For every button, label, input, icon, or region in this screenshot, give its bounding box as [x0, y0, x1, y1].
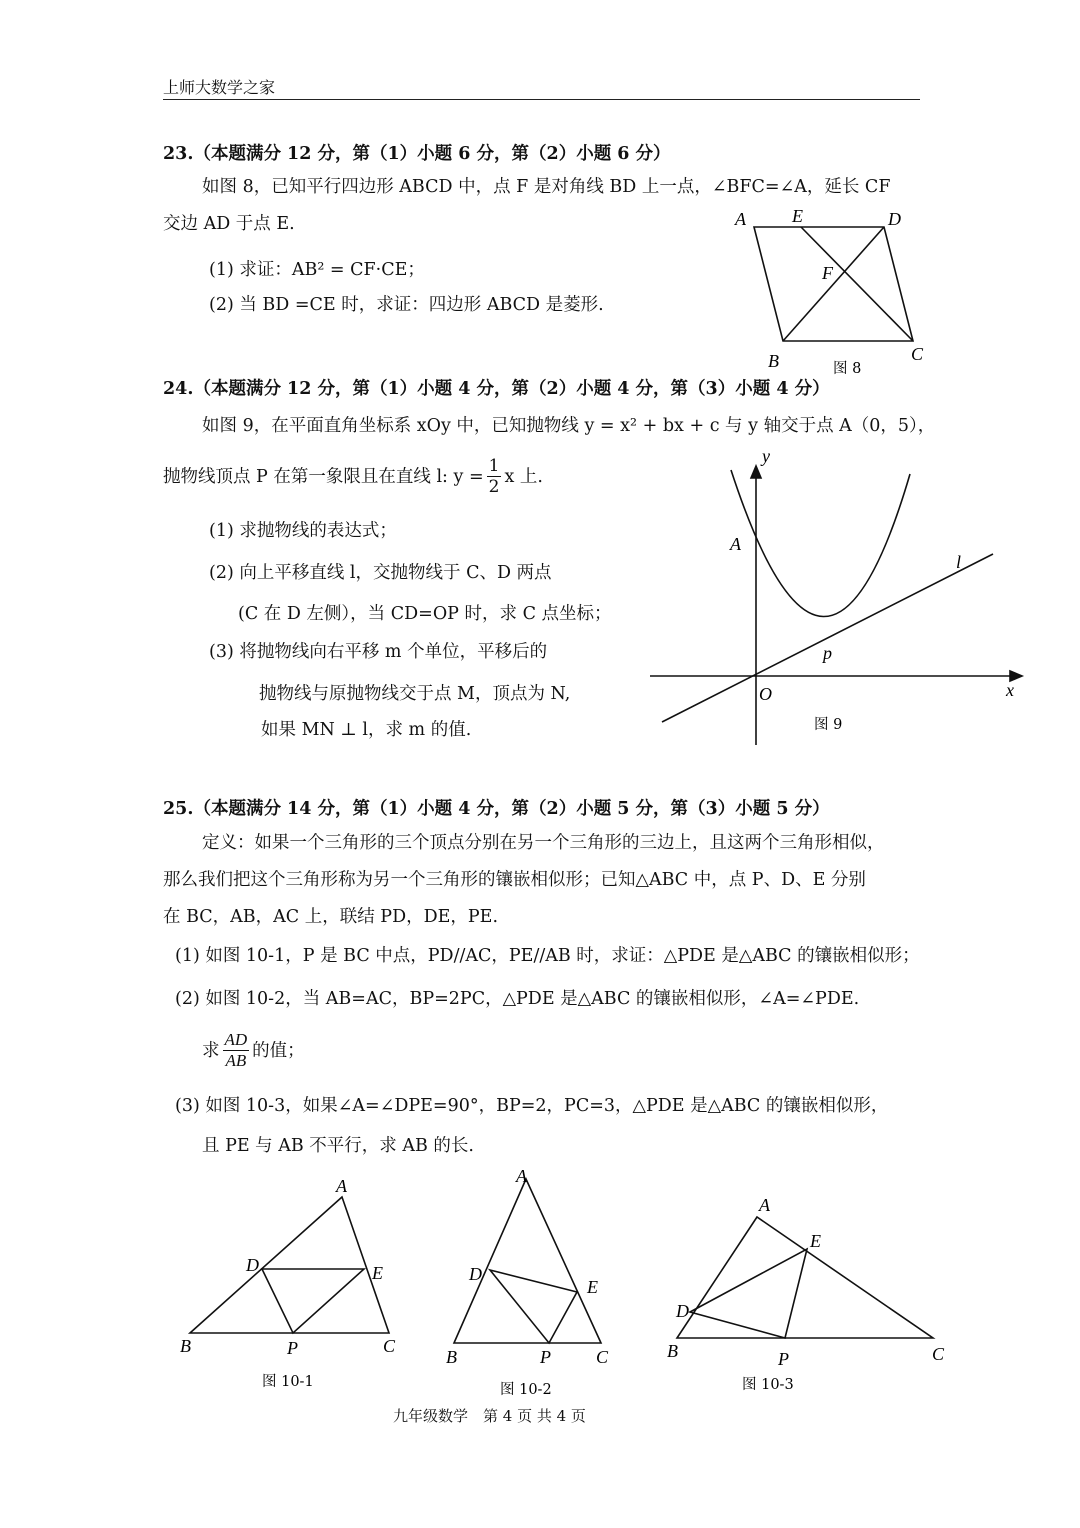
q24-fraction-num: 1 — [488, 456, 500, 476]
figure-10-2 — [440, 1160, 625, 1400]
q23-heading: 23.（本题满分 12 分，第（1）小题 6 分，第（2）小题 6 分） — [163, 144, 671, 164]
segment-ce — [801, 227, 913, 341]
q24-part3a: (3) 将抛物线向右平移 m 个单位，平移后的 — [209, 642, 548, 662]
q25-part3b: 且 PE 与 AB 不平行，求 AB 的长. — [202, 1136, 474, 1156]
fig8-label-d: D — [888, 209, 901, 229]
fig10-3-label-d: D — [676, 1301, 689, 1321]
q25-part3a: (3) 如图 10-3，如果∠A=∠DPE=90°，BP=2，PC=3，△PDE 是△ABC 的镶嵌相似形， — [175, 1096, 889, 1116]
q23-line2: 交边 AD 于点 E. — [163, 214, 295, 234]
fig9-label-a: A — [730, 534, 741, 554]
triangle-abc — [677, 1217, 933, 1338]
q24-part3b: 抛物线与原抛物线交于点 M，顶点为 N, — [259, 684, 571, 704]
figure-10-3 — [660, 1190, 955, 1395]
fig10-2-label-d: D — [469, 1264, 482, 1284]
page-footer: 九年级数学 第 4 页 共 4 页 — [393, 1407, 586, 1425]
q24-fraction-den: 2 — [488, 477, 500, 497]
triangle-abc — [454, 1179, 601, 1343]
fig8-label-a: A — [735, 209, 746, 229]
q24-fraction — [487, 456, 502, 497]
header-divider — [163, 99, 920, 100]
line-l — [662, 554, 993, 722]
fig10-3-label-a: A — [759, 1195, 770, 1215]
figure-9 — [645, 440, 1045, 755]
q25-fraction-num: AD — [224, 1030, 248, 1049]
q24-part3c: 如果 MN ⊥ l，求 m 的值. — [261, 720, 472, 740]
q25-part2b-pre: 求 — [202, 1040, 220, 1061]
triangle-pde — [262, 1269, 364, 1333]
page-header-title: 上师大数学之家 — [163, 78, 276, 97]
q25-def2: 那么我们把这个三角形称为另一个三角形的镶嵌相似形；已知△ABC 中，点 P、D、E 分别 — [163, 870, 866, 890]
fig9-caption: 图 9 — [814, 717, 843, 733]
fig10-1-caption: 图 10-1 — [262, 1374, 314, 1390]
q23-part1: (1) 求证：AB² = CF·CE； — [209, 260, 425, 280]
q24-line2-post: x 上. — [504, 466, 543, 487]
fig10-1-label-a: A — [336, 1176, 347, 1196]
q25-def3: 在 BC，AB，AC 上，联结 PD，DE，PE. — [163, 907, 499, 927]
figure-10-1 — [170, 1170, 410, 1395]
fig8-label-f: F — [822, 263, 833, 283]
fig10-2-label-b: B — [446, 1347, 457, 1367]
fig8-caption: 图 8 — [833, 361, 862, 377]
figure-8 — [730, 200, 930, 380]
triangle-pde — [690, 1249, 807, 1338]
q24-part2b: (C 在 D 左侧），当 CD=OP 时，求 C 点坐标； — [238, 604, 612, 624]
fig9-label-o: O — [759, 684, 772, 704]
q25-fraction — [223, 1030, 250, 1071]
fig10-2-label-a: A — [516, 1166, 527, 1186]
q23-line1: 如图 8，已知平行四边形 ABCD 中，点 F 是对角线 BD 上一点，∠BFC=∠A，延长 CF — [202, 177, 891, 197]
triangle-abc — [190, 1197, 389, 1333]
fig10-2-label-e: E — [587, 1277, 598, 1297]
fig10-3-label-b: B — [667, 1341, 678, 1361]
fig9-label-l: l — [956, 552, 962, 572]
fig10-3-label-c: C — [932, 1344, 945, 1364]
q23-part2: (2) 当 BD =CE 时，求证：四边形 ABCD 是菱形. — [209, 295, 604, 315]
q24-line1: 如图 9，在平面直角坐标系 xOy 中，已知抛物线 y = x² + bx + c 与 y 轴交于点 A（0，5）， — [202, 416, 936, 436]
fig10-1-label-b: B — [180, 1336, 191, 1356]
q25-part2b-post: 的值； — [252, 1040, 305, 1061]
diagonal-bd — [783, 227, 884, 341]
y-axis-arrow — [751, 466, 761, 478]
q25-part2b — [202, 1030, 305, 1071]
q24-line2 — [163, 456, 543, 497]
fig8-label-b: B — [768, 351, 779, 371]
fig10-2-label-c: C — [596, 1347, 609, 1367]
fig10-3-caption: 图 10-3 — [742, 1377, 794, 1393]
q25-part1: (1) 如图 10-1，P 是 BC 中点，PD//AC，PE//AB 时，求证：△PDE 是△ABC 的镶嵌相似形； — [175, 946, 920, 966]
fig9-label-y: y — [762, 446, 770, 466]
q24-part1: (1) 求抛物线的表达式； — [209, 521, 397, 541]
q25-def1: 定义：如果一个三角形的三个顶点分别在另一个三角形的三边上，且这两个三角形相似， — [202, 833, 885, 853]
fig10-1-label-e: E — [372, 1263, 383, 1283]
q24-part2a: (2) 向上平移直线 l，交抛物线于 C、D 两点 — [209, 563, 552, 583]
q25-part2: (2) 如图 10-2，当 AB=AC，BP=2PC，△PDE 是△ABC 的镶嵌相似形，∠A=∠PDE. — [175, 989, 860, 1009]
fig10-3-label-e: E — [810, 1231, 821, 1251]
q24-heading: 24.（本题满分 12 分，第（1）小题 4 分，第（2）小题 4 分，第（3）小题 4 分） — [163, 379, 830, 399]
parabola — [731, 470, 910, 617]
fig8-label-c: C — [911, 344, 924, 364]
q25-heading: 25.（本题满分 14 分，第（1）小题 4 分，第（2）小题 5 分，第（3）小题 5 分） — [163, 799, 830, 819]
fig10-1-label-d: D — [246, 1255, 259, 1275]
fig8-label-e: E — [792, 206, 803, 226]
fig9-label-p: p — [823, 643, 832, 663]
q25-fraction-den: AB — [225, 1051, 247, 1070]
fig9-label-x: x — [1006, 680, 1014, 700]
fig10-2-label-p: P — [540, 1347, 551, 1367]
q24-line2-pre: 抛物线顶点 P 在第一象限且在直线 l: y = — [163, 466, 484, 487]
triangle-pde — [490, 1270, 577, 1343]
fig10-1-label-p: P — [287, 1338, 298, 1358]
fig10-2-caption: 图 10-2 — [500, 1382, 552, 1398]
fig10-1-label-c: C — [383, 1336, 396, 1356]
fig10-3-label-p: P — [778, 1349, 789, 1369]
